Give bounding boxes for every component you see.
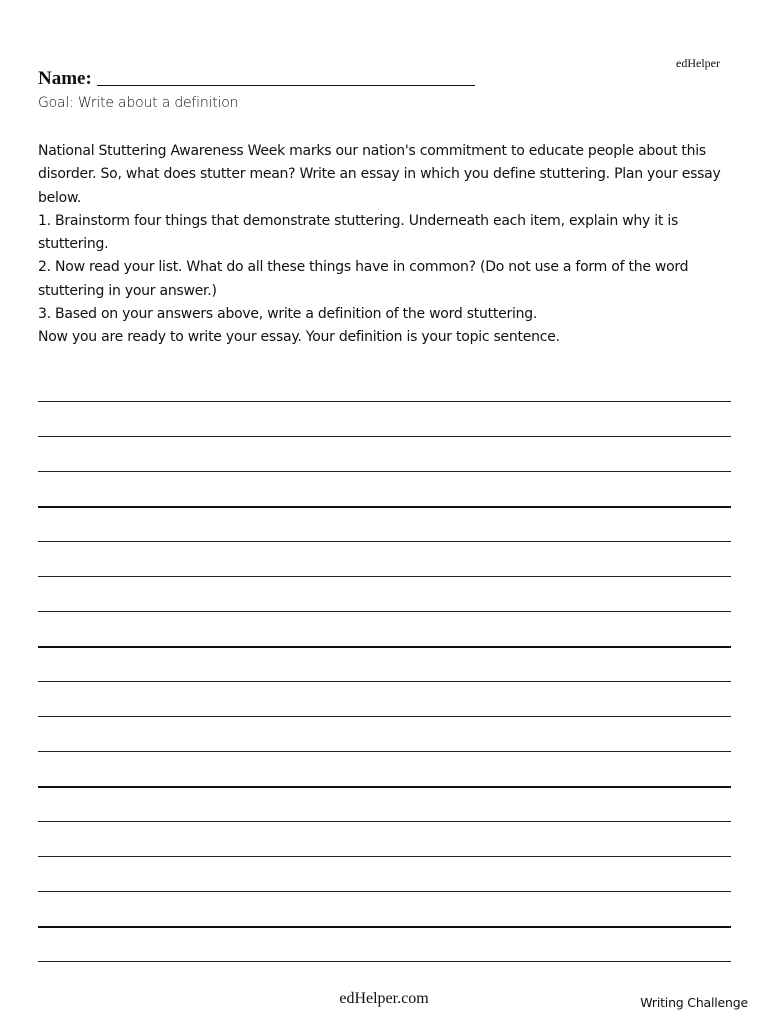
name-blank-line[interactable]: [97, 85, 475, 86]
writing-line[interactable]: [38, 961, 731, 962]
instructions-intro: National Stuttering Awareness Week marks our nation's commitment to educate people about this disorder. So, what does stutter mean? Write an essay in which you define stuttering. Plan your essay below.: [38, 143, 721, 206]
writing-line[interactable]: [38, 786, 731, 788]
writing-line[interactable]: [38, 821, 731, 822]
goal-text: Goal: Write about a definition: [38, 95, 239, 111]
instructions-block: [38, 140, 738, 350]
writing-line[interactable]: [38, 646, 731, 648]
writing-line[interactable]: [38, 681, 731, 682]
writing-line[interactable]: [38, 506, 731, 508]
instructions-step-1: 1. Brainstorm four things that demonstrate stuttering. Underneath each item, explain why it is stuttering.: [38, 212, 679, 253]
writing-line[interactable]: [38, 716, 731, 717]
writing-line[interactable]: [38, 576, 731, 577]
writing-line[interactable]: [38, 436, 731, 437]
instructions-step-2: 2. Now read your list. What do all these things have in common? (Do not use a form of the word stuttering in your answer.): [38, 259, 689, 299]
writing-line[interactable]: [38, 471, 731, 472]
writing-line[interactable]: [38, 611, 731, 612]
writing-line[interactable]: [38, 541, 731, 542]
footer-site: edHelper.com: [339, 990, 429, 1007]
instructions-step-3: 3. Based on your answers above, write a definition of the word stuttering.: [38, 306, 538, 323]
brand-label: edHelper: [676, 56, 720, 70]
writing-line[interactable]: [38, 891, 731, 892]
writing-line[interactable]: [38, 401, 731, 402]
instructions-closing: Now you are ready to write your essay. Your definition is your topic sentence.: [38, 329, 560, 346]
writing-line[interactable]: [38, 856, 731, 857]
name-label: Name:: [38, 68, 92, 89]
name-field: [38, 68, 475, 90]
writing-line[interactable]: [38, 926, 731, 928]
footer-series: Writing Challenge: [640, 995, 748, 1010]
writing-line[interactable]: [38, 751, 731, 752]
